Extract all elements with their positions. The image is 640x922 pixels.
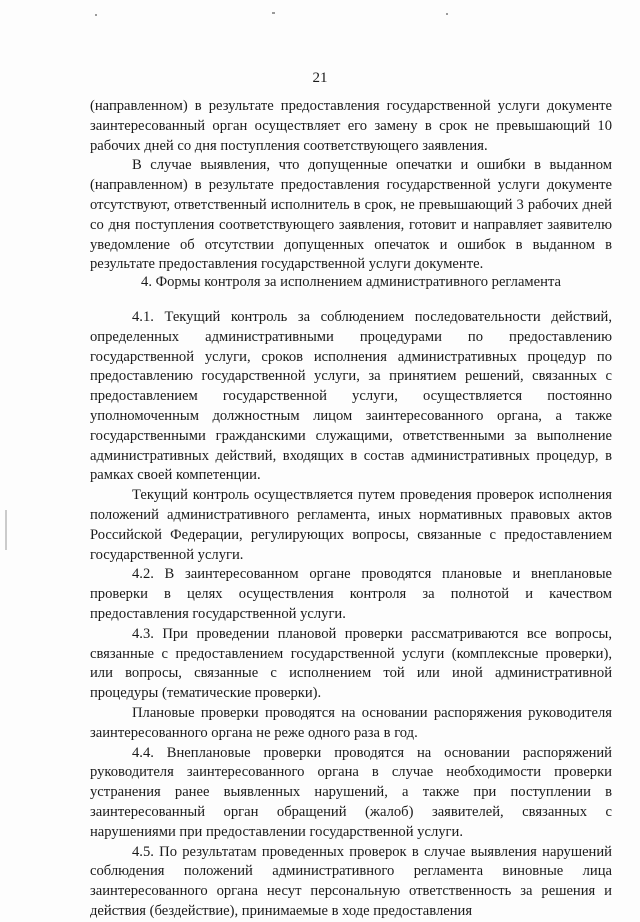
scan-mark xyxy=(446,13,448,15)
section-heading: 4. Формы контроля за исполнением административного регламента xyxy=(141,274,561,290)
paragraph: 4.5. По результатам проведенных проверок в случае выявления нарушений соблюдения положений административного регламента виновные лица заинтересованного органа несут персональную ответственность за решения и действия (бездействие), принимаемые в ходе предоставления xyxy=(90,843,612,919)
scan-mark xyxy=(95,14,97,16)
paragraph: 4.1. Текущий контроль за соблюдением последовательности действий, определенных административными процедурами по предоставлению государственной услуги, сроков исполнения административных процедур по предоставлению государственной услуги, за принятием решений, связанных с предоставлением государственной услуги, осуществляется постоянно уполномоченным должностным лицом заинтересованного органа, а также государственными гражданскими служащими, ответственными за выполнение административных действий, входящих в состав административных процедур, в рамках своей компетенции. xyxy=(90,309,612,484)
scan-mark xyxy=(272,12,275,14)
page-number: 21 xyxy=(312,70,328,86)
body-paragraphs xyxy=(90,308,612,922)
paragraph: 4.3. При проведении плановой проверки рассматриваются все вопросы, связанные с предоставлением государственной услуги (комплексные проверки), или вопросы, связанные с исполнением той или иной административной процедуры (тематические проверки). xyxy=(90,625,612,702)
paragraph: (направленном) в результате предоставления государственной услуги документе заинтересованный орган осуществляет его замену в срок не превышающий 10 рабочих дней со дня поступления соответствующего заявления. xyxy=(90,98,612,154)
top-paragraphs xyxy=(90,97,612,275)
scan-mark xyxy=(5,510,7,550)
paragraph: В случае выявления, что допущенные опечатки и ошибки в выданном (направленном) в результате предоставления государственной услуги документе отсутствуют, ответственный исполнитель в срок, не превышающий 3 рабочих дней со дня поступления соответствующего заявления, готовит и направляет заявителю уведомление об отсутствии допущенных опечаток и ошибок в выданном в результате предоставления государственной услуги документе. xyxy=(90,157,612,273)
paragraph: 4.2. В заинтересованном органе проводятся плановые и внеплановые проверки в целях осуществления контроля за полнотой и качеством предоставления государственной услуги. xyxy=(90,566,612,622)
paragraph: Плановые проверки проводятся на основании распоряжения руководителя заинтересованного органа не реже одного раза в год. xyxy=(90,704,612,741)
paragraph: 4.4. Внеплановые проверки проводятся на основании распоряжений руководителя заинтересованного органа в случае необходимости проверки устранения ранее выявленных нарушений, а также при поступлении в заинтересованный орган обращений (жалоб) заявителей, связанных с нарушениями при предоставлении государственной услуги. xyxy=(90,744,612,840)
paragraph: Текущий контроль осуществляется путем проведения проверок исполнения положений административного регламента, иных нормативных правовых актов Российской Федерации, регулирующих вопросы, связанные с предоставлением государственной услуги. xyxy=(90,487,612,563)
